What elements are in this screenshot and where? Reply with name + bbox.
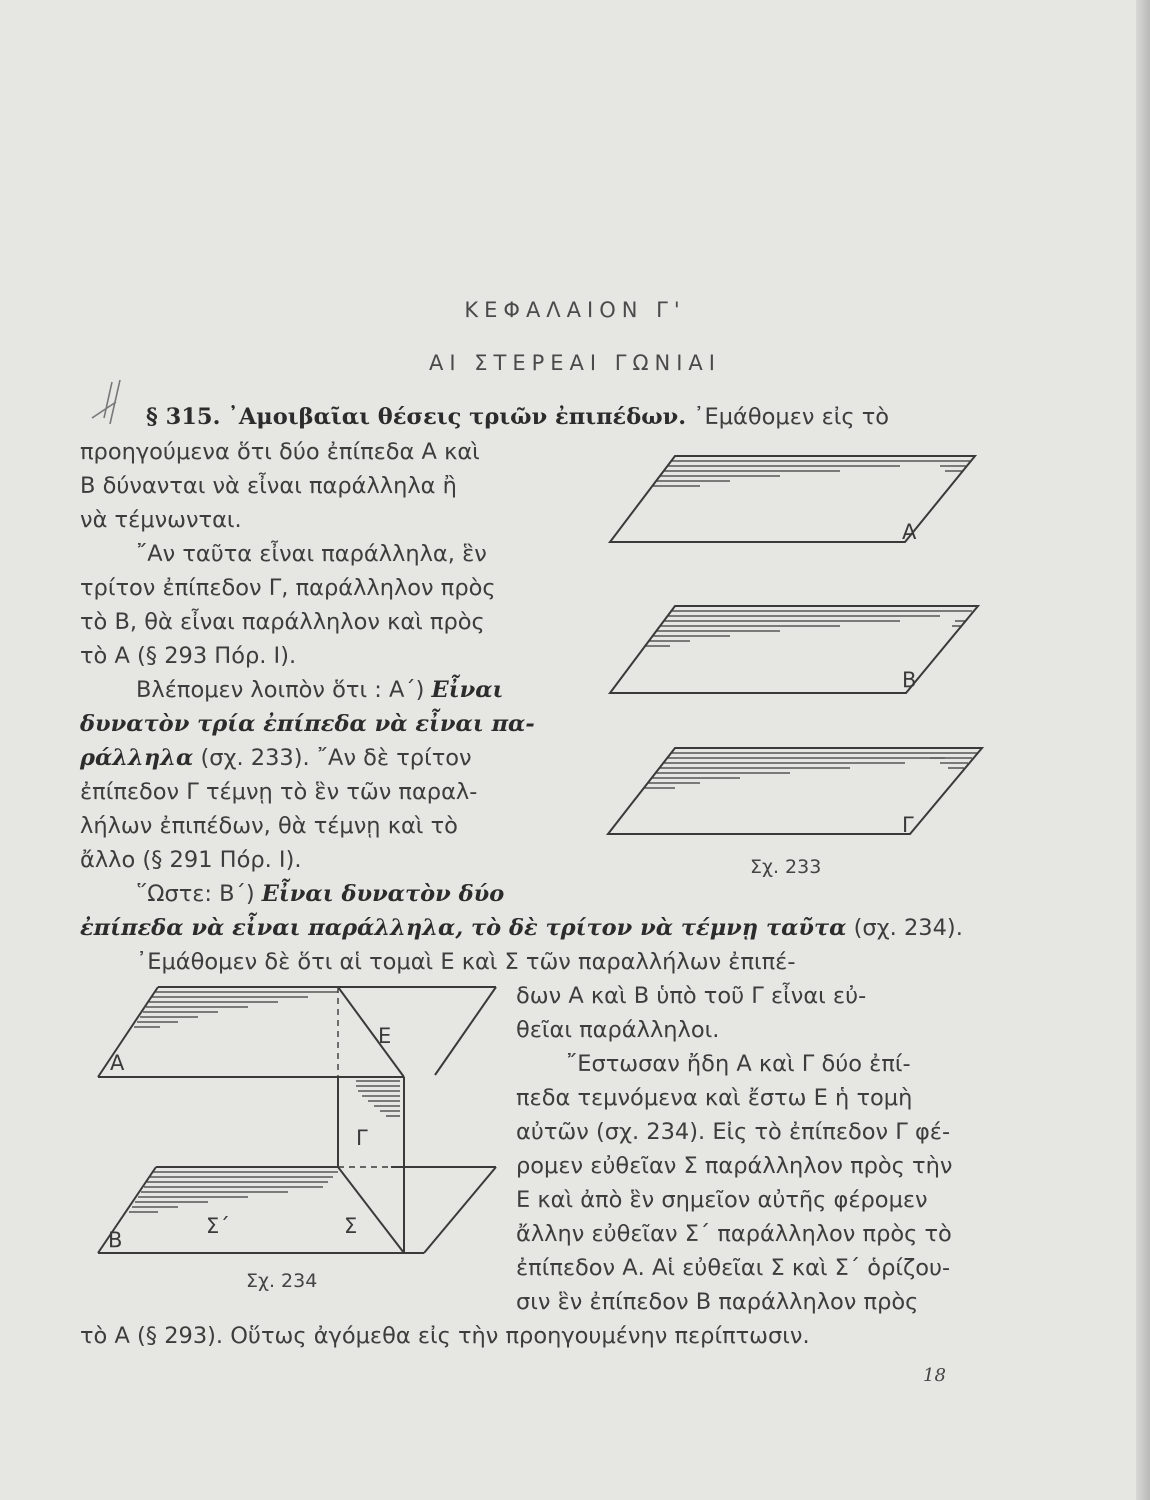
text-line: αὐτῶν (σχ. 234). Εἰς τὸ ἐπίπεδον Γ φέ- — [516, 1119, 951, 1145]
line-s-label: Σ — [344, 1214, 358, 1238]
text-line — [80, 913, 963, 943]
plane-g-label: Γ — [356, 1126, 368, 1150]
emphasis-span: ράλληλα — [80, 745, 194, 771]
text-line — [136, 675, 503, 705]
text-line: τὸ Α (§ 293). Οὕτως ἀγόμεθα εἰς τὴν προηγουμένην περίπτωσιν. — [80, 1323, 810, 1349]
text-line: λήλων ἐπιπέδων, θὰ τέμνῃ καὶ τὸ — [80, 813, 458, 839]
plane-a-label: Α — [902, 520, 917, 544]
text-span: (σχ. 234). — [853, 915, 963, 941]
text-span: ῞Ωστε: Β΄) — [136, 881, 255, 907]
text-span: Βλέπομεν λοιπὸν ὅτι : Α΄) — [136, 677, 425, 703]
line-e-label: Ε — [378, 1024, 392, 1048]
plane-b — [610, 606, 978, 693]
text-line: δων Α καὶ Β ὑπὸ τοῦ Γ εἶναι εὐ- — [516, 983, 867, 1009]
text-line: τὸ Α (§ 293 Πόρ. Ι). — [80, 643, 297, 669]
text-span: (σχ. 233). ῎Αν δὲ τρίτον — [200, 745, 472, 771]
text-line: σιν ἓν ἐπίπεδον Β παράλληλον πρὸς — [516, 1289, 919, 1315]
text-line: πεδα τεμνόμενα καὶ ἔστω Ε ἡ τομὴ — [516, 1085, 913, 1111]
text-line: τρίτον ἐπίπεδον Γ, παράλληλον πρὸς — [80, 575, 496, 601]
plane-a — [610, 456, 975, 542]
page-number: 18 — [923, 1365, 946, 1386]
section-header — [146, 402, 889, 432]
emphasis-span: Εἶναι δυνατὸν δύο — [261, 881, 505, 907]
section-first-line: ᾿Εμάθομεν εἰς τὸ — [693, 404, 890, 430]
text-line — [80, 743, 472, 773]
figure-233-caption: Σχ. 233 — [750, 856, 822, 878]
text-line: νὰ τέμνωνται. — [80, 507, 242, 533]
plane-b — [98, 1167, 496, 1253]
section-title: ᾿Αμοιβαῖαι θέσεις τριῶν ἐπιπέδων. — [227, 404, 687, 430]
text-line: ἄλλην εὐθεῖαν Σ΄ παράλληλον πρὸς τὸ — [516, 1221, 952, 1247]
emphasis-line: δυνατὸν τρία ἐπίπεδα νὰ εἶναι πα- — [80, 711, 535, 737]
chapter-heading: ΚΕΦΑΛΑΙΟΝ Γ' — [464, 298, 686, 322]
figure-234-caption: Σχ. 234 — [246, 1270, 318, 1292]
text-line: ᾿Εμάθομεν δὲ ὅτι αἱ τομαὶ Ε καὶ Σ τῶν παραλλήλων ἐπιπέ- — [136, 949, 796, 975]
text-line: προηγούμενα ὅτι δύο ἐπίπεδα Α καὶ — [80, 439, 480, 465]
pencil-mark-icon — [82, 378, 132, 438]
text-line: Β δύνανται νὰ εἶναι παράλληλα ἢ — [80, 473, 457, 499]
plane-g — [608, 748, 982, 834]
text-line: ἐπίπεδον Α. Αἱ εὐθεῖαι Σ καὶ Σ΄ ὁρίζου- — [516, 1255, 951, 1281]
emphasis-span: Εἶναι — [431, 677, 504, 703]
plane-b-label: Β — [902, 668, 917, 692]
plane-b-label: Β — [108, 1228, 123, 1252]
chapter-title: ΑΙ ΣΤΕΡΕΑΙ ΓΩΝΙΑΙ — [429, 351, 721, 375]
figure-233 — [600, 440, 990, 860]
text-line — [136, 879, 504, 909]
text-line: ῎Αν ταῦτα εἶναι παράλληλα, ἓν — [136, 541, 487, 567]
plane-a — [98, 987, 496, 1077]
text-line: θεῖαι παράλληλοι. — [516, 1017, 720, 1043]
text-line: τὸ Β, θὰ εἶναι παράλληλον καὶ πρὸς — [80, 609, 485, 635]
text-line: ἄλλο (§ 291 Πόρ. Ι). — [80, 847, 302, 873]
page-edge — [1136, 0, 1150, 1500]
text-line: ρομεν εὐθεῖαν Σ παράλληλον πρὸς τὴν — [516, 1153, 953, 1179]
plane-g-label: Γ — [902, 813, 914, 837]
plane-a-label: Α — [110, 1051, 125, 1075]
text-line: Ε καὶ ἀπὸ ἓν σημεῖον αὐτῆς φέρομεν — [516, 1187, 928, 1213]
line-s-prime-label: Σ΄ — [206, 1214, 230, 1238]
section-number: § 315. — [146, 404, 221, 430]
text-line: ἐπίπεδον Γ τέμνῃ τὸ ἓν τῶν παραλ- — [80, 779, 478, 805]
text-line: ῎Εστωσαν ἤδη Α καὶ Γ δύο ἐπί- — [566, 1051, 911, 1077]
emphasis-span: ἐπίπεδα νὰ εἶναι παράλληλα, τὸ δὲ τρίτον νὰ τέμνῃ ταῦτα — [80, 915, 847, 941]
figure-234 — [88, 975, 508, 1275]
